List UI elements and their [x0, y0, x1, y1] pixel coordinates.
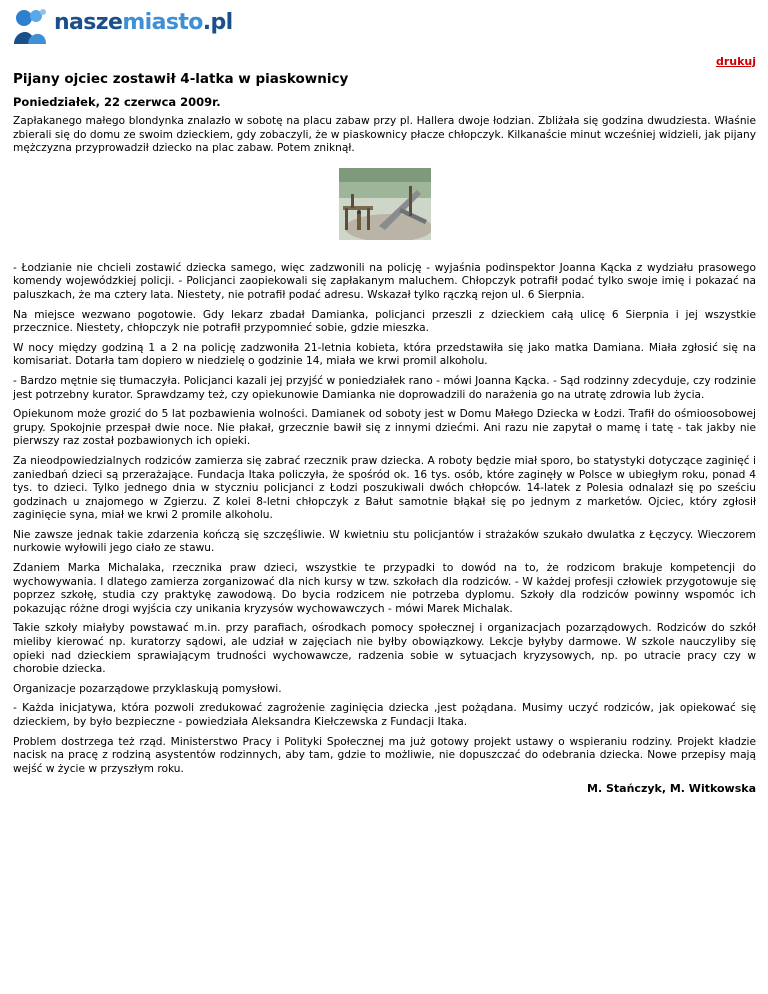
article-paragraph: W nocy między godziną 1 a 2 na policję zadzwoniła 21-letnia kobieta, która przedstawiła się jako matka Damiana. Miała zgłosić się na komisariat. Dotarła tam dopiero w niedzielę o godzinie 14, miała we krwi promil alkoholu. [13, 341, 756, 368]
logo-text [54, 8, 233, 38]
article [13, 70, 756, 795]
article-photo-container [13, 168, 756, 240]
article-paragraph: Zdaniem Marka Michalaka, rzecznika praw dzieci, wszystkie te przypadki to dowód na to, że rodzicom brakuje kompetencji do wychowywania. I dlatego zamierza zorganizować dla nich kursy w tzw. szkołach dla rodziców. - W każdej profesji człowiek przygotowuje się poprzez szkołę, studia czy praktykę zawodową. Do bycia rodzicem nie potrzeba dyplomu. Szkoły dla rodziców powinny wspomóc ich pokazując różne drogi wyjścia czy unikania kryzysów wychowawczych - mówi Marek Michalak. [13, 562, 756, 615]
article-paragraph: Na miejsce wezwano pogotowie. Gdy lekarz zbadał Damianka, policjanci przeszli z dzieckiem całą ulicę 6 Sierpnia i jej wszystkie przecznice. Niestety, chłopczyk nie potrafił przypomnieć sobie, gdzie mieszka. [13, 308, 756, 335]
article-paragraph: Za nieodpowiedzialnych rodziców zamierza się zabrać rzecznik praw dziecka. A roboty będzie miał sporo, bo statystyki dotyczące zaginięć i zaniedbań dzieci są przerażające. Fundacja Itaka policzyła, że spośród ok. 16 tys. osób, które zaginęły w Polsce w ubiegłym roku, ponad 4 tys. to dzieci. Tylko jednego dnia w styczniu policjanci z Łodzi poszukiwali dwóch chłopców. 14-latek z Polesia odnalazł się po sześciu godzinach u znajomego w Zgierzu. Z kolei 8-letni chłopczyk z Bałut samotnie błąkał się po jednym z marketów. Ojciec, który zgłosił zaginięcie syna, miał we krwi 2 promile alkoholu. [13, 454, 756, 522]
article-paragraph: Organizacje pozarządowe przyklaskują pomysłowi. [13, 682, 282, 695]
article-paragraph: Problem dostrzega też rząd. Ministerstwo Pracy i Polityki Społecznej ma już gotowy projekt ustawy o wspieraniu rodziny. Projekt kładzie nacisk na pracę z rodziną asystentów rodzinnych, aby tam, gdzie to możliwie, nie dopuszczać do odebrania dziecka. Nowe przepisy mają wejść w życie w przyszłym roku. [13, 735, 756, 775]
naszemiasto-logo-icon [10, 4, 50, 46]
logo-text-nasze: nasze [54, 10, 123, 35]
logo-text-pl: .pl [202, 10, 233, 35]
article-paragraph: - Każda inicjatywa, która pozwoli zredukować zagrożenie zaginięcia dziecka ,jest pożądana. Musimy uczyć rodziców, jak opiekować się dzieckiem, by było bezpieczne - powiedziała Aleksandra Kiełczewska z Fundacji Itaka. [13, 702, 756, 728]
article-date: Poniedziałek, 22 czerwca 2009r. [13, 95, 221, 109]
article-paragraph: - Łodzianie nie chcieli zostawić dziecka samego, więc zadzwonili na policję - wyjaśnia podinspektor Joanna Kącka z wydziału prasowego komendy wojewódzkiej policji. - Policjanci zaopiekowali się zapłakanym maluchem. Chłopczyk potrafił podać tylko swoje imię i pokazać na paluszkach, że ma cztery lata. Niestety, nie potrafił podać adresu. Wskazał tylko rączką rejon ul. 6 Sierpnia. [13, 261, 756, 301]
article-author: M. Stańczyk, M. Witkowska [587, 782, 756, 796]
article-paragraph: Opiekunom może grozić do 5 lat pozbawienia wolności. Damianek od soboty jest w Domu Małego Dziecka w Łodzi. Trafił do ośmioosobowej grupy. Spokojnie przespał dwie noce. Nie płakał, grzecznie bawił się z innymi dziećmi. Ani razu nie zapytał o mamę i tatę - tak jakby nie pierwszy raz został pozbawionych ich opieki. [13, 408, 756, 448]
playground-photo[interactable] [339, 168, 431, 240]
site-logo[interactable] [10, 4, 233, 46]
article-title: Pijany ojciec zostawił 4-latka w piaskownicy [13, 71, 349, 87]
print-link[interactable]: drukuj [715, 55, 756, 68]
article-paragraph: Takie szkoły miałyby powstawać m.in. przy parafiach, ośrodkach pomocy społecznej i organizacjach pozarządowych. Rodziców do szkół mieliby kierować np. kuratorzy sądowi, ale udział w zajęciach nie byłby obowiązkowy. Lekcje byłyby darmowe. W szkole nauczyliby się opieki nad dzieckiem sprawiającym trudności wychowawcze, radzenia sobie w sytuacjach kryzysowych, np. po utracie pracy czy w chorobie dziecka. [13, 622, 756, 676]
page-header [0, 0, 768, 50]
article-paragraph: Nie zawsze jednak takie zdarzenia kończą się szczęśliwie. W kwietniu stu policjantów i strażaków szukało dwulatka z Łęczycy. Wieczorem nurkowie wyłowili jego ciało ze stawu. [13, 528, 756, 555]
article-paragraph: - Bardzo mętnie się tłumaczyła. Policjanci kazali jej przyjść w poniedziałek rano - mówi Joanna Kącka. - Sąd rodzinny zdecyduje, czy rodzinie jest potrzebny kurator. Sprawdzamy też, czy opiekunowie Damianka nie doprowadzili do narażenia go na utratę zdrowia lub życia. [13, 374, 756, 401]
article-lead: Zapłakanego małego blondynka znalazło w sobotę na placu zabaw przy pl. Hallera dwoje łodzian. Zbliżała się godzina dwudziesta. Właśnie zbierali się do domu ze swoim dzieckiem, gdy zobaczyli, że w piaskownicy płacze chłopczyk. Kilkanaście minut wcześniej widzieli, jak pijany mężczyzna przyprowadził dziecko na plac zabaw. Potem zniknął. [13, 115, 756, 155]
logo-text-miasto: miasto [122, 10, 203, 35]
